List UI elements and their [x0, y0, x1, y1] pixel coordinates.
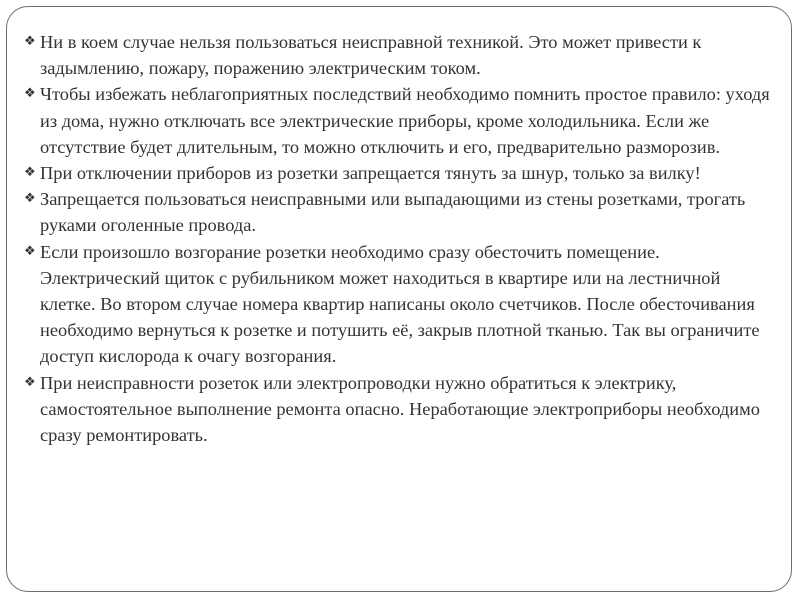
- list-item-text: Чтобы избежать неблагоприятных последствий необходимо помнить простое правило: уходя из дома, нужно отключать все электрические приборы, кроме холодильника. Если же отсутствие будет длительным, то можно отключить и его, предварительно разморозив.: [40, 84, 770, 157]
- list-item: [24, 239, 774, 370]
- diamond-dots-icon: ❖: [24, 34, 36, 49]
- diamond-dots-icon: ❖: [24, 86, 36, 102]
- list-item: [24, 81, 774, 160]
- diamond-dots-icon: ❖: [24, 243, 36, 259]
- bullet-list: [24, 29, 774, 448]
- list-item-text: Если произошло возгорание розетки необходимо сразу обесточить помещение. Электрический щиток с рубильником может находиться в квартире или на лестничной клетке. Во втором случае номера квартир написаны около счетчиков. После обесточивания необходимо вернуться к розетке и потушить её, закрыв плотной тканью. Так вы ограничите доступ кислорода к очагу возгорания.: [40, 241, 760, 367]
- diamond-dots-icon: ❖: [24, 165, 36, 181]
- diamond-dots-icon: ❖: [24, 191, 36, 207]
- list-item: [24, 160, 774, 186]
- list-item-text: Ни в коем случае нельзя пользоваться неисправной техникой. Это может привести к задымлению, пожару, поражению электрическим током.: [40, 32, 702, 79]
- diamond-dots-icon: ❖: [24, 374, 36, 390]
- list-item-text: При отключении приборов из розетки запрещается тянуть за шнур, только за вилку!: [40, 163, 701, 184]
- slide-frame: [6, 6, 792, 592]
- list-item-text: При неисправности розеток или электропроводки нужно обратиться к электрику, самостоятельное выполнение ремонта опасно. Неработающие электроприборы необходимо сразу ремонтировать.: [40, 372, 760, 446]
- list-item: [24, 29, 774, 81]
- list-item: [24, 370, 774, 449]
- list-item: [24, 186, 774, 238]
- list-item-text: Запрещается пользоваться неисправными или выпадающими из стены розетками, трогать руками оголенные провода.: [40, 189, 746, 236]
